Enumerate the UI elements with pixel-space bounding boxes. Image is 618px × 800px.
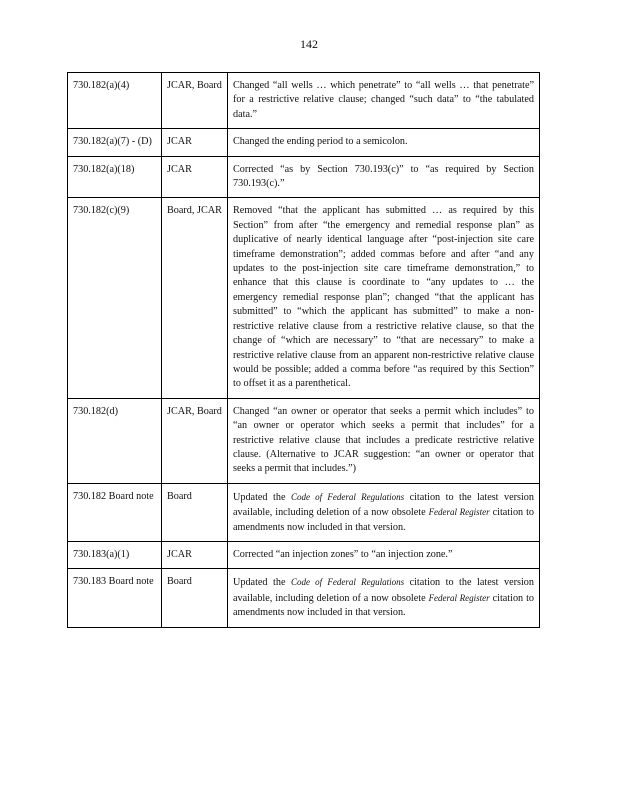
table-row bbox=[68, 156, 540, 198]
table-row bbox=[68, 541, 540, 568]
page-number: 142 bbox=[300, 37, 318, 51]
change-description-cell bbox=[228, 129, 540, 156]
source-cell: JCAR bbox=[162, 129, 228, 156]
change-text: Corrected “an injection zones” to “an injection zone.” bbox=[233, 548, 453, 560]
section-cell: 730.183 Board note bbox=[68, 569, 162, 627]
source-cell: JCAR bbox=[162, 541, 228, 568]
citation-title: Federal Register bbox=[428, 592, 490, 603]
change-text: citation to amendments now included in that version. bbox=[233, 507, 534, 533]
changes-table-body bbox=[68, 73, 540, 628]
source-cell: JCAR, Board bbox=[162, 398, 228, 483]
change-text: Removed “that the applicant has submitted … as required by this Section” from after “the emergency and remedial response plan” as duplicative of nearly identical language after “post-injection site care timeframe demonstration”; added commas before and after “and any updates to the post-injection site care timeframe demonstration,” to enhance that this clause is coordinate to “any updates to … the emergency remedial response plan”; changed “that the applicant has submitted” to “which the applicant has submitted” to make a non-restrictive relative clause from a restrictive relative clause, so that the change of “which are necessary” to “that are necessary” to make a restrictive relative clause from an apparent non-restrictive relative clause would be possible; added a comma before “as required by this Section” to offset it as a parenthetical. bbox=[233, 205, 534, 390]
source-cell: Board, JCAR bbox=[162, 198, 228, 398]
table-row bbox=[68, 483, 540, 541]
change-description-cell bbox=[228, 156, 540, 198]
change-description-cell bbox=[228, 73, 540, 129]
change-text: Corrected “as by Section 730.193(c)” to “as required by Section 730.193(c).” bbox=[233, 163, 534, 190]
section-cell: 730.182 Board note bbox=[68, 483, 162, 541]
change-text: citation to the latest version available, including deletion of a now obsolete bbox=[233, 577, 534, 604]
change-text: Updated the bbox=[233, 577, 291, 589]
change-description-cell bbox=[228, 398, 540, 483]
section-cell: 730.182(a)(7) - (D) bbox=[68, 129, 162, 156]
section-cell: 730.182(a)(4) bbox=[68, 73, 162, 129]
source-cell: Board bbox=[162, 569, 228, 627]
source-cell: JCAR bbox=[162, 156, 228, 198]
change-text: citation to the latest version available, including deletion of a now obsolete bbox=[233, 491, 534, 519]
source-cell: JCAR, Board bbox=[162, 73, 228, 129]
changes-table bbox=[67, 72, 540, 628]
citation-title: Code of Federal Regulations bbox=[290, 577, 405, 588]
section-cell: 730.183(a)(1) bbox=[68, 541, 162, 568]
section-cell: 730.182(d) bbox=[68, 398, 162, 483]
change-description-cell bbox=[228, 483, 540, 541]
table-row bbox=[68, 569, 540, 627]
section-cell: 730.182(a)(18) bbox=[68, 156, 162, 198]
table-row bbox=[68, 73, 540, 129]
change-text: Changed “an owner or operator that seeks a permit which includes” to “an owner or operator which seeks a permit that includes” for a restrictive relative clause that includes a predicate restrictive relative clause. (Alternative to JCAR suggestion: “an owner or operator that seeks a permit that includes.”) bbox=[233, 405, 534, 475]
change-text: Updated the bbox=[233, 491, 291, 503]
change-text: Changed the ending period to a semicolon. bbox=[233, 136, 408, 148]
change-text: Changed “all wells … which penetrate” to “all wells … that penetrate” for a restrictive relative clause; changed “such data” to “the tabulated data.” bbox=[233, 80, 534, 120]
table-row bbox=[68, 198, 540, 398]
table-row bbox=[68, 398, 540, 483]
section-cell: 730.182(c)(9) bbox=[68, 198, 162, 398]
citation-title: Code of Federal Regulations bbox=[290, 491, 405, 502]
citation-title: Federal Register bbox=[428, 507, 490, 518]
change-description-cell bbox=[228, 569, 540, 627]
change-description-cell bbox=[228, 198, 540, 398]
change-description-cell bbox=[228, 541, 540, 568]
table-row bbox=[68, 129, 540, 156]
source-cell: Board bbox=[162, 483, 228, 541]
change-text: citation to amendments now included in that version. bbox=[233, 592, 534, 619]
